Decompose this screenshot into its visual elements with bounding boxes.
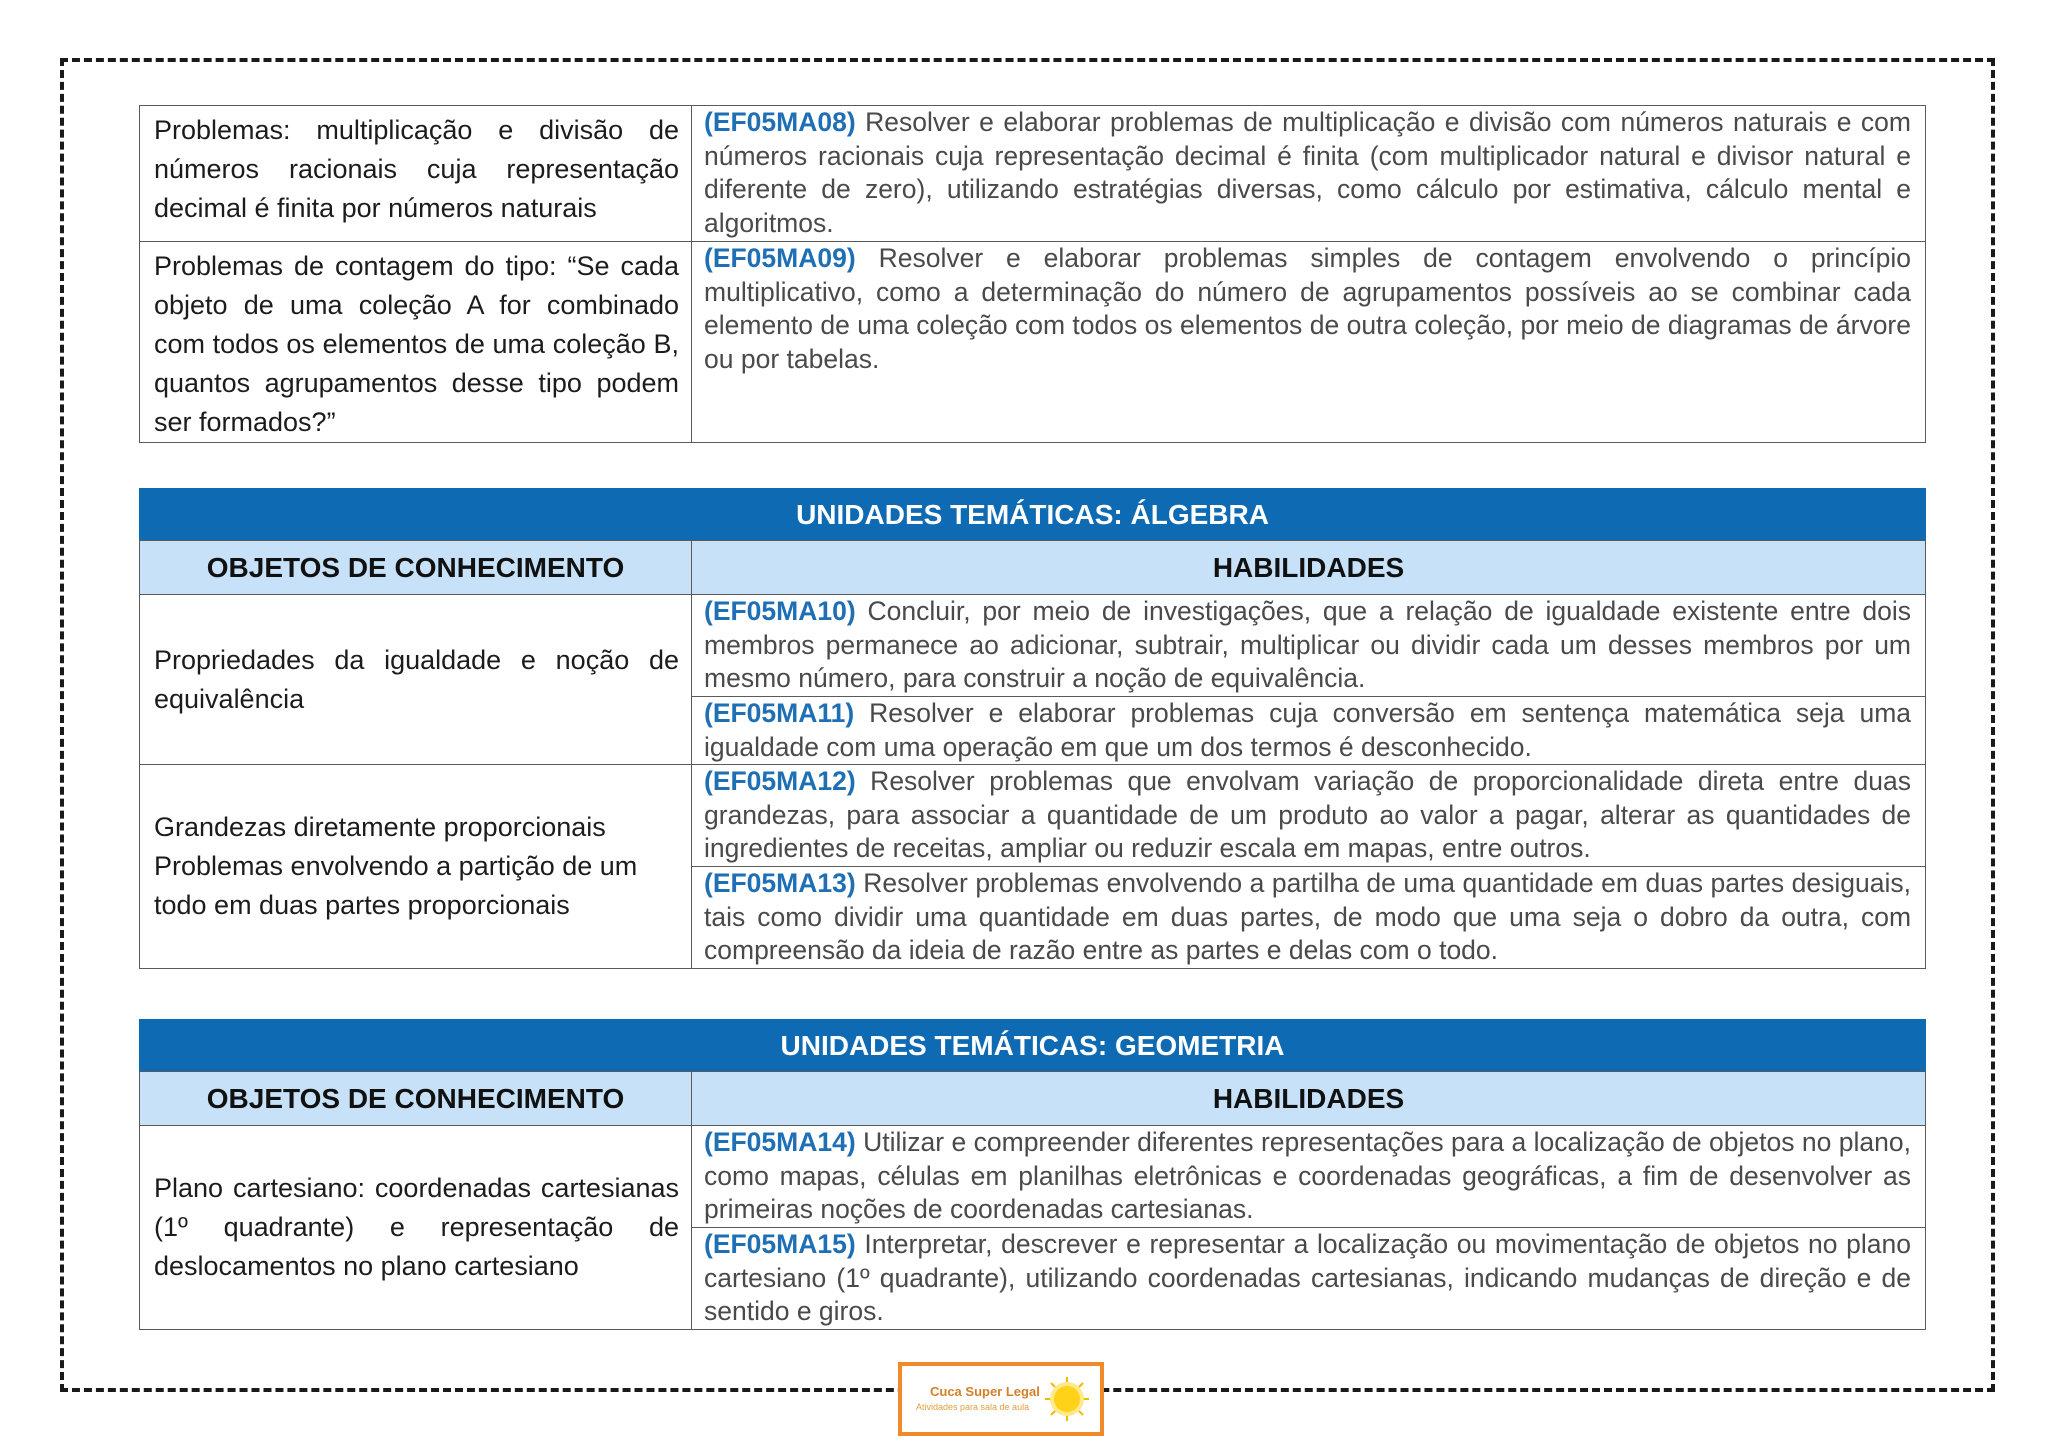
skill-text: Utilizar e compreender diferentes representações para a localização de objetos no plano, como mapas, células em planilhas eletrônicas e coordenadas geográficas, a fim de desenvolver as primeiras noções de coordenadas cartesianas. xyxy=(704,1127,1911,1224)
skill-code: (EF05MA08) xyxy=(704,107,856,137)
table-row xyxy=(140,595,1926,697)
skill-code: (EF05MA11) xyxy=(704,698,855,728)
table-row xyxy=(140,106,1926,242)
table-numeros-continuation xyxy=(139,105,1926,443)
objeto-cell xyxy=(140,765,692,969)
habilidade-cell xyxy=(692,106,1926,242)
table-row xyxy=(140,242,1926,443)
table-row xyxy=(140,1126,1926,1228)
skill-text: Resolver problemas que envolvam variação de proporcionalidade direta entre duas grandezas, para associar a quantidade de um produto ao valor a pagar, alterar as quantidades de ingredientes de receitas, ampliar ou reduzir escala em mapas, entre outros. xyxy=(704,766,1912,863)
table-row xyxy=(140,765,1926,867)
objeto-line: Problemas envolvendo a partição de um todo em duas partes proporcionais xyxy=(154,851,638,920)
habilidade-cell xyxy=(692,765,1926,867)
section-band xyxy=(140,1020,1926,1072)
skill-code: (EF05MA13) xyxy=(704,868,856,898)
lightbulb-sun-icon xyxy=(1054,1386,1080,1412)
skill-code: (EF05MA10) xyxy=(704,596,856,626)
skill-text: Interpretar, descrever e representar a localização ou movimentação de objetos no plano cartesiano (1º quadrante), utilizando coordenadas cartesianas, indicando mudanças de direção e de sentido e giros. xyxy=(704,1229,1911,1326)
habilidade-cell xyxy=(692,595,1926,697)
habilidade-cell xyxy=(692,1126,1926,1228)
section-band xyxy=(140,489,1926,541)
habilidade-cell xyxy=(692,867,1926,969)
skill-code: (EF05MA15) xyxy=(704,1229,856,1259)
column-header-habilidades: HABILIDADES xyxy=(692,1072,1926,1126)
skill-text: Resolver e elaborar problemas de multiplicação e divisão com números naturais e com números racionais cuja representação decimal é finita (com multiplicador natural e divisor natural e diferente de zero), utilizando estratégias diversas, como cálculo por estimativa, cálculo mental e algoritmos. xyxy=(704,107,1911,238)
logo-subtitle: Atividades para sala de aula xyxy=(916,1402,1030,1412)
logo-title: Cuca Super Legal xyxy=(930,1384,1040,1399)
skill-text: Resolver e elaborar problemas cuja conversão em sentença matemática seja uma igualdade com uma operação em que um dos termos é desconhecido. xyxy=(704,698,1912,762)
column-header-row xyxy=(140,541,1926,595)
cuca-super-legal-logo xyxy=(898,1362,1104,1436)
table-geometria xyxy=(139,1019,1926,1330)
skill-code: (EF05MA09) xyxy=(704,243,856,273)
table-algebra xyxy=(139,488,1926,969)
column-header-objetos: OBJETOS DE CONHECIMENTO xyxy=(140,1072,692,1126)
skill-text: Concluir, por meio de investigações, que a relação de igualdade existente entre dois membros permanece ao adicionar, subtrair, multiplicar ou dividir cada um desses membros por um mesmo número, para construir a noção de equivalência. xyxy=(704,596,1912,693)
column-header-row xyxy=(140,1072,1926,1126)
skill-code: (EF05MA12) xyxy=(704,766,856,796)
skill-text: Resolver e elaborar problemas simples de contagem envolvendo o princípio multiplicativo, como a determinação do número de agrupamentos possíveis ao se combinar cada elemento de uma coleção com todos os elementos de outra coleção, por meio de diagramas de árvore ou por tabelas. xyxy=(704,243,1911,374)
habilidade-cell xyxy=(692,697,1926,765)
objeto-cell: Plano cartesiano: coordenadas cartesianas (1º quadrante) e representação de deslocamentos no plano cartesiano xyxy=(140,1126,692,1330)
skill-code: (EF05MA14) xyxy=(704,1127,856,1157)
column-header-habilidades: HABILIDADES xyxy=(692,541,1926,595)
habilidade-cell xyxy=(692,242,1926,443)
column-header-objetos: OBJETOS DE CONHECIMENTO xyxy=(140,541,692,595)
habilidade-cell xyxy=(692,1228,1926,1330)
skill-text: Resolver problemas envolvendo a partilha de uma quantidade em duas partes desiguais, tais como dividir uma quantidade em duas partes, de modo que uma seja o dobro da outra, com compreensão da ideia de razão entre as partes e delas com o todo. xyxy=(704,868,1912,965)
objeto-line: Grandezas diretamente proporcionais xyxy=(154,812,606,842)
objeto-cell: Problemas: multiplicação e divisão de números racionais cuja representação decimal é finita por números naturais xyxy=(140,106,692,242)
objeto-cell: Problemas de contagem do tipo: “Se cada objeto de uma coleção A for combinado com todos os elementos de uma coleção B, quantos agrupamentos desse tipo podem ser formados?” xyxy=(140,242,692,443)
objeto-cell: Propriedades da igualdade e noção de equivalência xyxy=(140,595,692,765)
section-title: UNIDADES TEMÁTICAS: GEOMETRIA xyxy=(140,1020,1926,1072)
section-title: UNIDADES TEMÁTICAS: ÁLGEBRA xyxy=(140,489,1926,541)
